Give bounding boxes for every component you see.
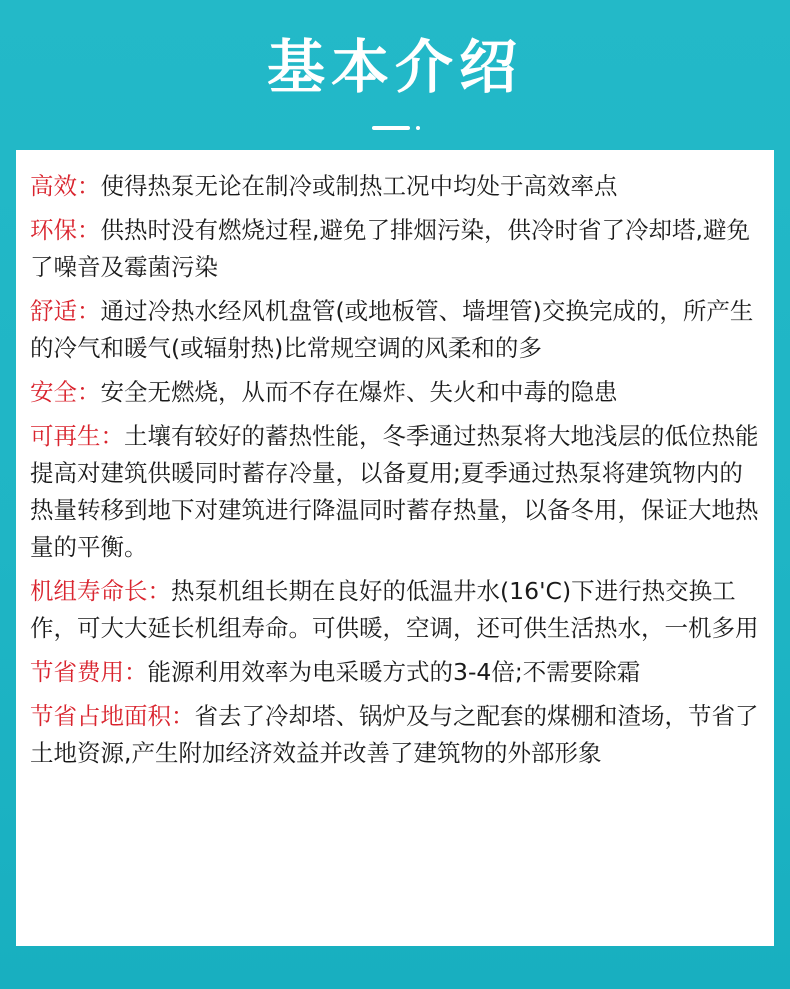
content-card [16, 150, 774, 946]
feature-label: 节省占地面积： [30, 702, 195, 730]
feature-label: 舒适： [30, 297, 101, 325]
feature-text: 土壤有较好的蓄热性能，冬季通过热泵将大地浅层的低位热能提高对建筑供暖同时蓄存冷量，以备夏用;夏季通过热泵将建筑物内的热量转移到地下对建筑进行降温同时蓄存热量，以备冬用，保证大地热量的平衡。 [30, 422, 759, 561]
feature-text: 省去了冷却塔、锅炉及与之配套的煤棚和渣场，节省了土地资源,产生附加经济效益并改善了建筑物的外部形象 [30, 702, 759, 767]
feature-item-comfort [30, 293, 760, 367]
feature-item-environmental [30, 212, 760, 286]
feature-text: 热泵机组长期在良好的低温井水(16'C)下进行热交换工作，可大大延长机组寿命。可供暖，空调，还可供生活热水，一机多用 [30, 577, 759, 642]
feature-text: 使得热泵无论在制冷或制热工况中均处于高效率点 [100, 172, 618, 200]
feature-text: 能源利用效率为电采暖方式的3-4倍;不需要除霜 [147, 658, 641, 686]
title-underline-dot [416, 126, 420, 130]
feature-label: 可再生： [30, 422, 124, 450]
page-title: 基本介绍 [266, 33, 523, 101]
feature-label: 高效： [30, 172, 101, 200]
feature-text: 通过冷热水经风机盘管(或地板管、墙埋管)交换完成的，所产生的冷气和暖气(或辐射热)比常规空调的风柔和的多 [30, 297, 754, 362]
title-underline [372, 126, 410, 130]
feature-item-renewable [30, 418, 760, 566]
feature-item-efficiency [30, 168, 760, 205]
feature-label: 安全： [30, 378, 101, 406]
feature-label: 机组寿命长： [30, 577, 171, 605]
feature-text: 安全无燃烧，从而不存在爆炸、失火和中毒的隐患 [100, 378, 618, 406]
feature-item-cost-saving [30, 654, 760, 691]
header [0, 0, 790, 148]
feature-item-safety [30, 374, 760, 411]
feature-label: 节省费用： [30, 658, 148, 686]
feature-item-space-saving [30, 698, 760, 772]
feature-text: 供热时没有燃烧过程,避免了排烟污染，供冷时省了冷却塔,避免了噪音及霉菌污染 [30, 216, 750, 281]
feature-label: 环保： [30, 216, 101, 244]
feature-item-long-life [30, 573, 760, 647]
